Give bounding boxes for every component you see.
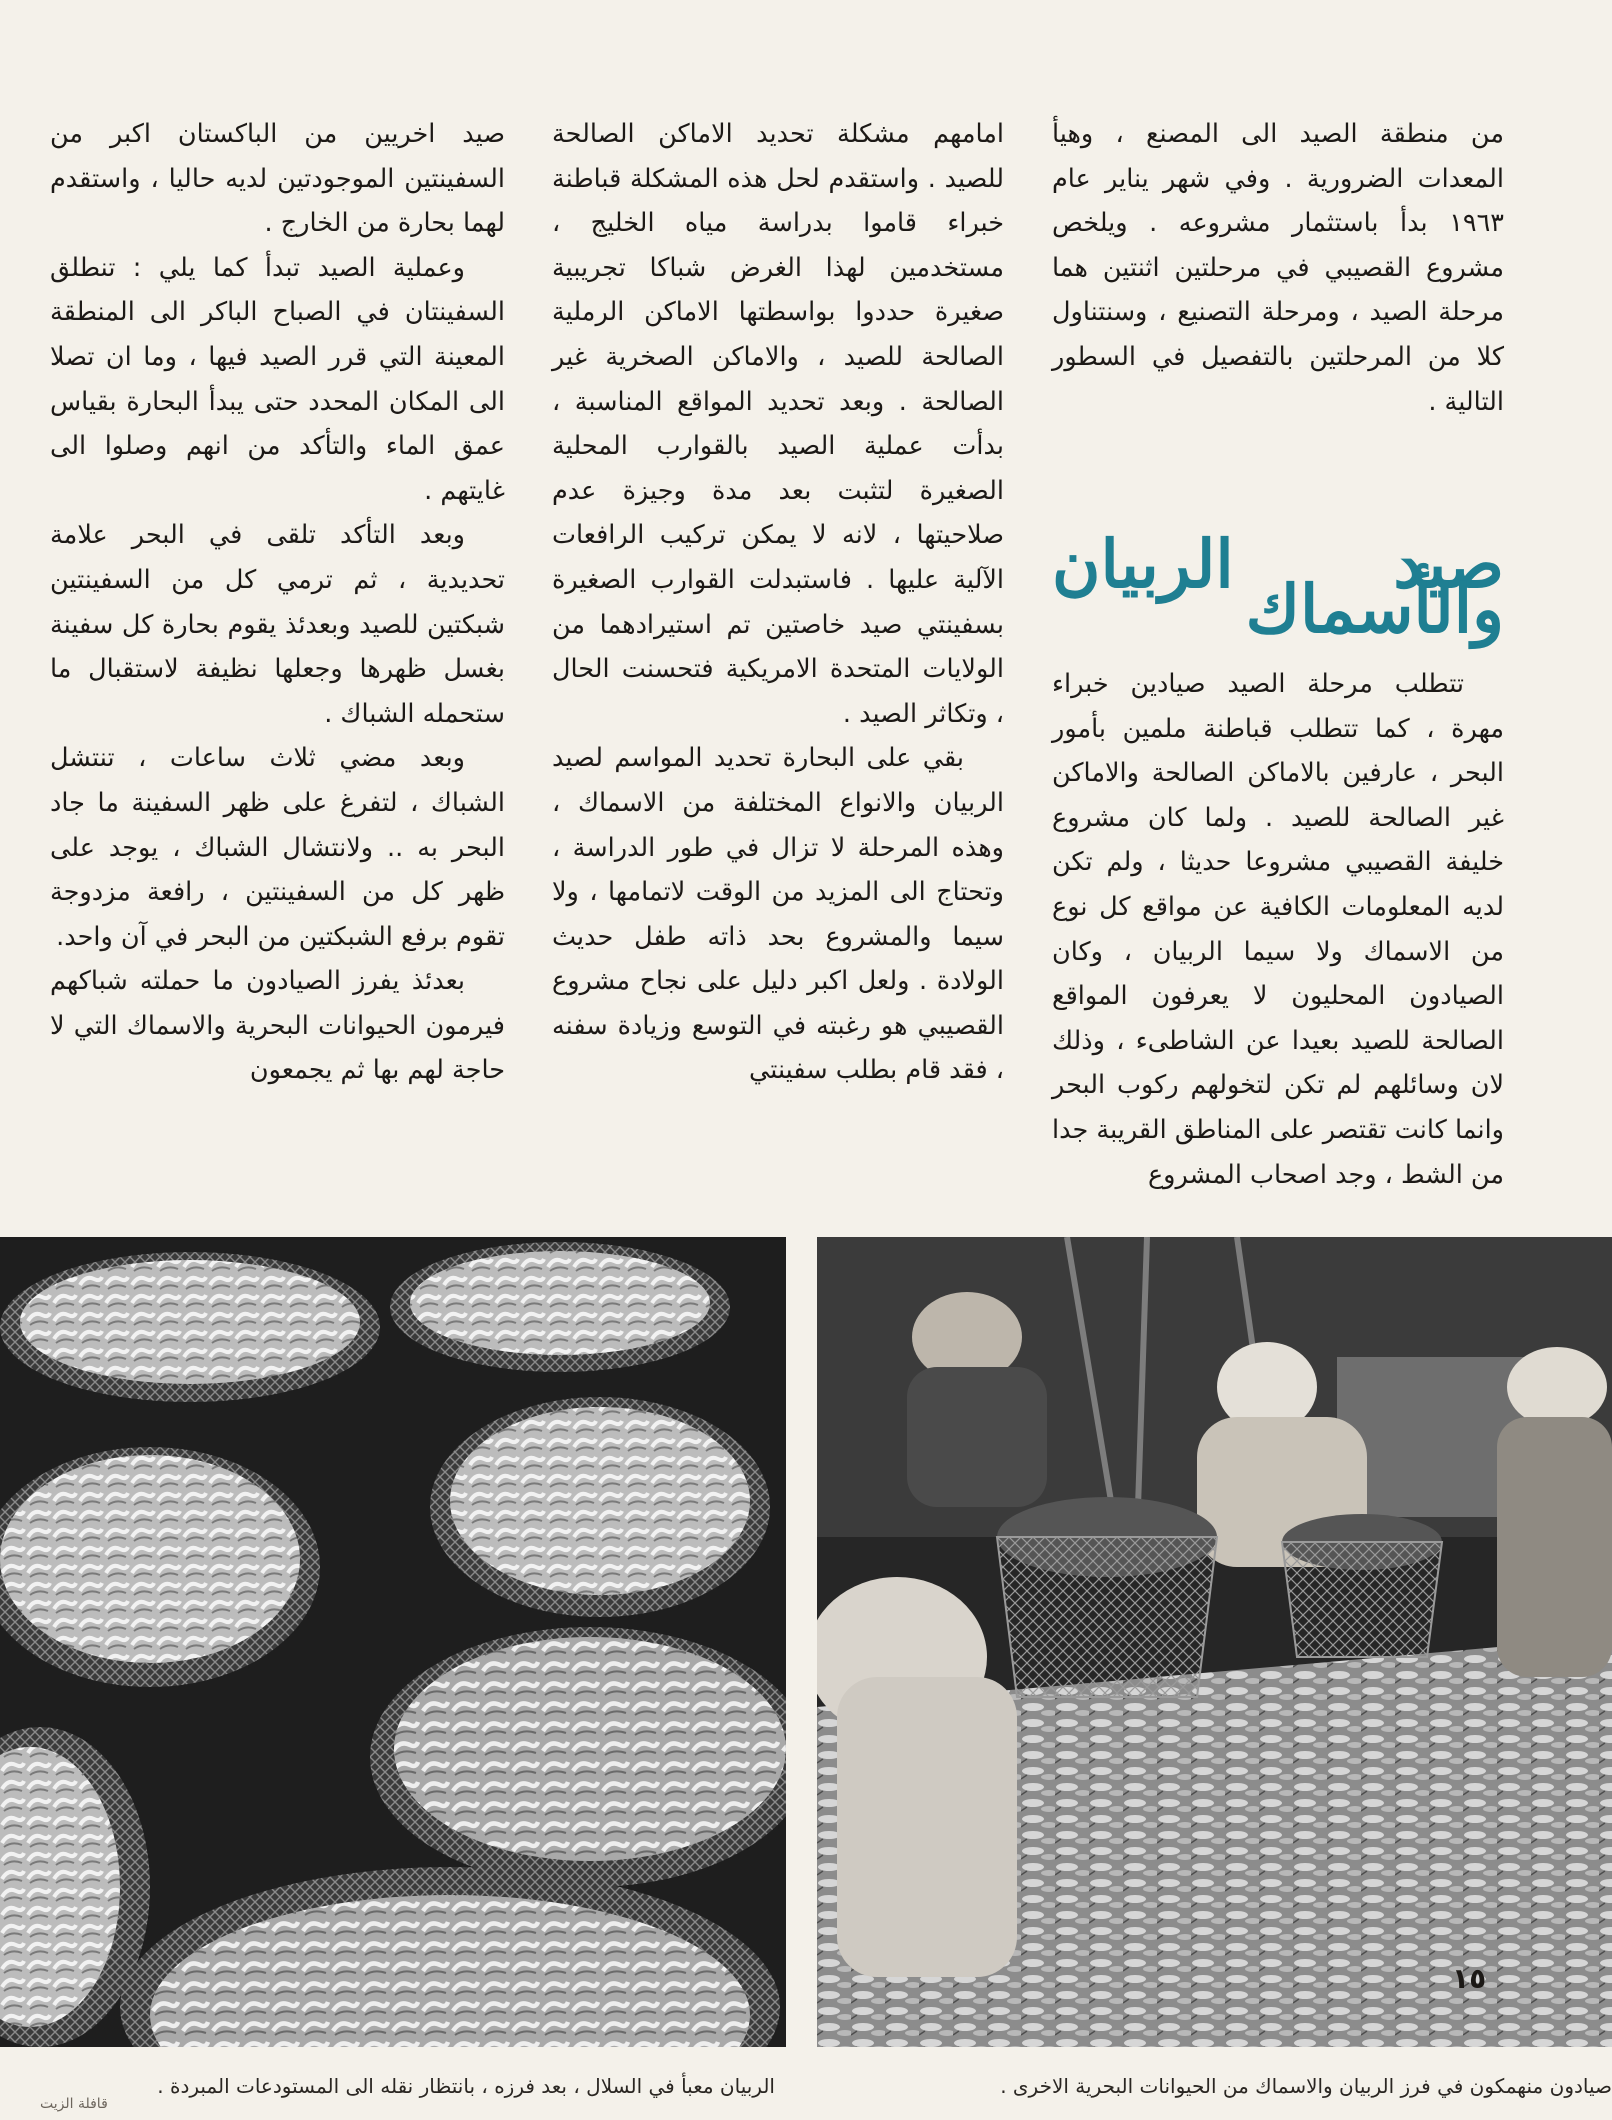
basket-top-left bbox=[0, 1252, 380, 1402]
left-column-paragraph-5: بعدئذ يفرز الصيادون ما حملته شباكهم فيرمون الحيوانات البحرية والاسماك التي لا حاجة لهم بها ثم يجمعون bbox=[50, 966, 505, 1086]
right-column-intro-paragraph: من منطقة الصيد الى المصنع ، وهيأ المعدات الضرورية . وفي شهر يناير عام ١٩٦٣ بدأ باستثمار مشروعه . ويلخص مشروع القصيبي في مرحلتين اثنتين هما مرحلة الصيد ، ومرحلة التصنيع ، وسنتناول كلا من المرحلتين بالتفصيل في السطور التالية . bbox=[1052, 119, 1504, 417]
page-number: ١٥ bbox=[1452, 1962, 1487, 1995]
sorting-basket-right bbox=[1282, 1514, 1442, 1657]
middle-column-paragraph-2: بقي على البحارة تحديد المواسم لصيد الربيان والانواع المختلفة من الاسماك ، وهذه المرحلة لا تزال في طور الدراسة ، وتحتاج الى المزيد من الوقت لاتمامها ، ولا سيما والمشروع بحد ذاته طفل حديث الولادة . ولعل اكبر دليل على نجاح مشروع القصيبي هو رغبته في التوسع وزيادة سفنه ، فقد قام بطلب سفينتي bbox=[552, 743, 1004, 1086]
left-column-paragraph-3: وبعد التأكد تلقى في البحر علامة تحديدية ، ثم ترمي كل من السفينتين شبكتين للصيد وبعدئذ يقوم بحارة كل سفينة بغسل ظهرها وجعلها نظيفة لاستقبال ما ستحمله الشباك . bbox=[50, 520, 505, 729]
middle-column-paragraph-1: امامهم مشكلة تحديد الاماكن الصالحة للصيد . واستقدم لحل هذه المشكلة قباطنة خبراء قاموا بدراسة مياه الخليج ، مستخدمين لهذا الغرض شباكا تجريبية صغيرة حددوا بواسطتها الاماكن الرملية الصالحة للصيد ، والاماكن الصخرية غير الصالحة . وبعد تحديد المواقع المناسبة ، بدأت عملية الصيد بالقوارب المحلية الصغيرة لتثبت بعد مدة وجيزة عدم صلاحيتها ، لانه لا يمكن تركيب الرافعات الآلية عليها . فاستبدلت القوارب الصغيرة بسفينتي صيد خاصتين تم استيرادهما من الولايات المتحدة الامريكية فتحسنت الحال ، وتكاثر الصيد . bbox=[552, 119, 1004, 729]
shrimp-baskets-photo bbox=[0, 1237, 786, 2047]
right-photo-caption: صيادون منهمكون في فرز الربيان والاسماك من الحيوانات البحرية الاخرى . bbox=[1000, 2074, 1612, 2098]
article-heading: صيد الربيان والأسماك bbox=[1052, 525, 1504, 648]
shrimp-baskets-image bbox=[0, 1237, 786, 2047]
fishermen-sorting-image bbox=[817, 1237, 1612, 2047]
fishermen-sorting-photo bbox=[817, 1237, 1612, 2047]
text-column-left bbox=[50, 112, 505, 1093]
footer-publication-mark: قافلة الزيت bbox=[40, 2096, 108, 2112]
basket-middle-right bbox=[430, 1397, 770, 1617]
right-column-intro bbox=[1052, 112, 1504, 512]
sorting-basket-left bbox=[997, 1497, 1217, 1697]
left-column-paragraph-1: صيد اخريين من الباكستان اكبر من السفينتين الموجودتين لديه حاليا ، واستقدم لهما بحارة من الخارج . bbox=[50, 119, 505, 239]
fisherman-right bbox=[1497, 1347, 1612, 1677]
basket-top-right bbox=[390, 1242, 730, 1372]
right-column-body-paragraph: تتطلب مرحلة الصيد صيادين خبراء مهرة ، كما تتطلب قباطنة ملمين بأمور البحر ، عارفين بالاماكن الصالحة والاماكن غير الصالحة للصيد . ولما كان مشروع خليفة القصيبي مشروعا حديثا ، ولم تكن لديه المعلومات الكافية عن مواقع كل نوع من الاسماك ولا سيما الربيان ، وكان الصيادون المحليون لا يعرفون المواقع الصالحة للصيد بعيدا عن الشاطىء ، وذلك لان وسائلهم لم تكن لتخولهم ركوب البحر وانما كانت تقتصر على المناطق القريبة جدا من الشط ، وجد اصحاب المشروع bbox=[1052, 669, 1504, 1190]
left-column-paragraph-4: وبعد مضي ثلاث ساعات ، تنتشل الشباك ، لتفرغ على ظهر السفينة ما جاد البحر به .. ولانتشال الشباك ، يوجد على ظهر كل من السفينتين ، رافعة مزدوجة تقوم برفع الشبكتين من البحر في آن واحد. bbox=[50, 743, 505, 952]
text-column-middle bbox=[552, 112, 1004, 1093]
text-column-right bbox=[1052, 112, 1504, 1197]
left-photo-caption: الربيان معبأ في السلال ، بعد فرزه ، بانتظار نقله الى المستودعات المبردة . bbox=[157, 2074, 775, 2098]
left-column-paragraph-2: وعملية الصيد تبدأ كما يلي : تنطلق السفينتان في الصباح الباكر الى المنطقة المعينة التي قرر الصيد فيها ، وما ان تصلا الى المكان المحدد حتى يبدأ البحارة بقياس عمق الماء والتأكد من انهم وصلوا الى غايتهم . bbox=[50, 252, 505, 506]
